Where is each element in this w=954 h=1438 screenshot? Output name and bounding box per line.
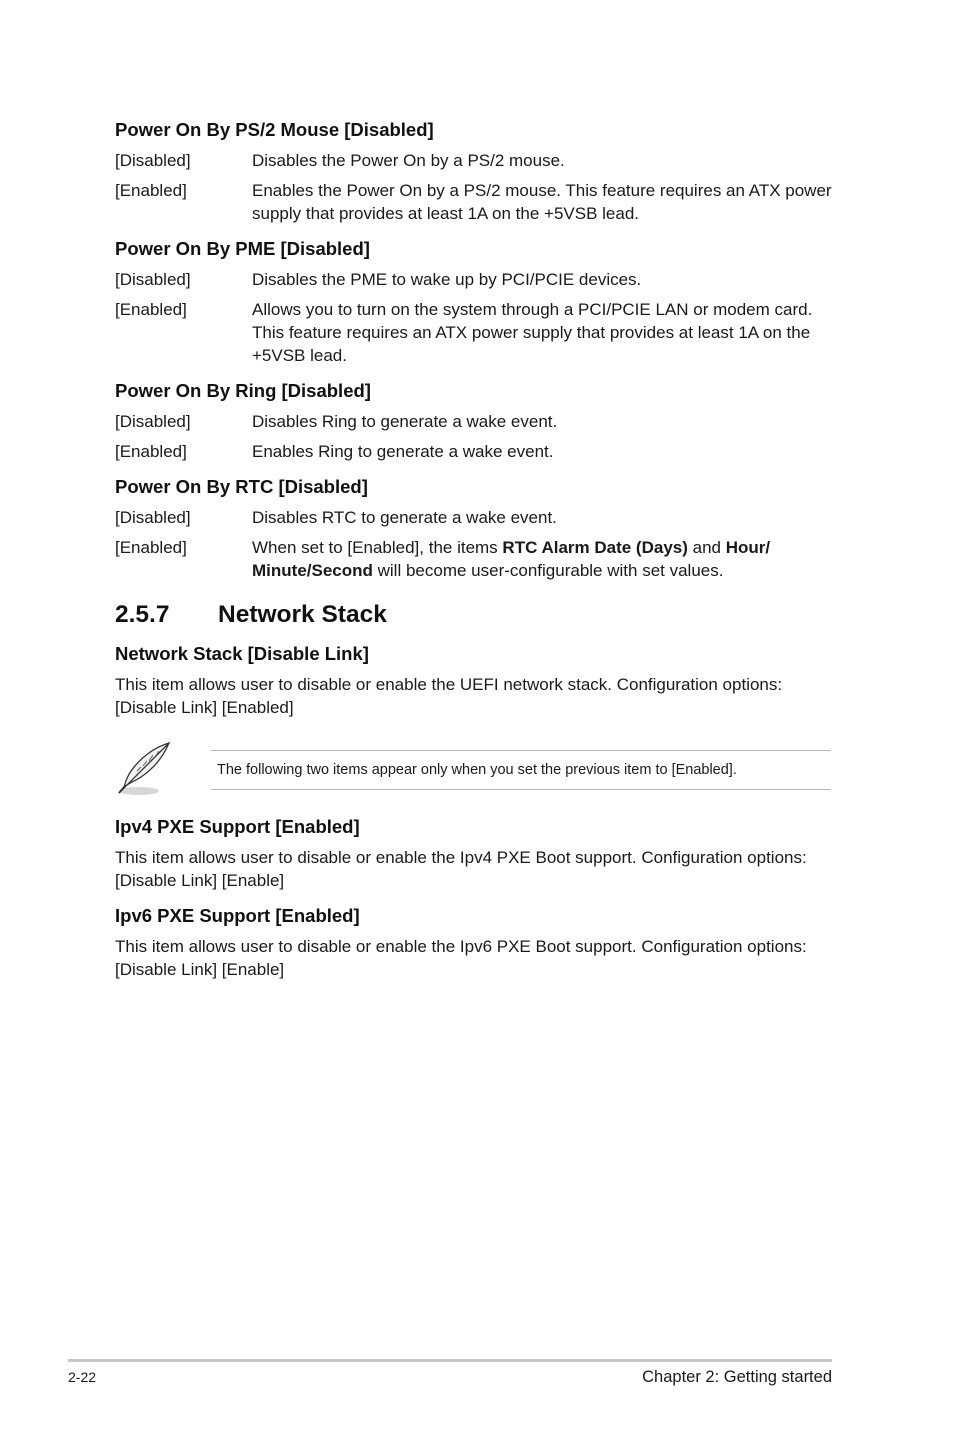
desc-bold-term: RTC Alarm Date (Days) bbox=[502, 538, 688, 557]
section-heading: Network Stack [Disable Link] bbox=[115, 643, 369, 664]
option-term: [Disabled] bbox=[115, 270, 191, 289]
section-number: 2.5.7 bbox=[115, 601, 170, 628]
option-term: [Enabled] bbox=[115, 181, 187, 200]
option-desc bbox=[252, 536, 833, 582]
section-heading: Ipv4 PXE Support [Enabled] bbox=[115, 816, 360, 837]
note-callout bbox=[115, 741, 833, 797]
section-pme bbox=[115, 237, 833, 367]
section-ipv6 bbox=[115, 904, 833, 981]
chapter-label: Chapter 2: Getting started bbox=[642, 1368, 832, 1386]
section-title: Network Stack bbox=[218, 601, 387, 628]
note-text: The following two items appear only when you set the previous item to [Enabled]. bbox=[211, 750, 831, 790]
option-row bbox=[115, 298, 833, 367]
section-heading: Power On By Ring [Disabled] bbox=[115, 380, 371, 401]
section-heading: Power On By PME [Disabled] bbox=[115, 238, 370, 259]
option-desc: Disables the PME to wake up by PCI/PCIE devices. bbox=[252, 270, 642, 289]
section-heading: Power On By PS/2 Mouse [Disabled] bbox=[115, 119, 434, 140]
option-desc: Enables the Power On by a PS/2 mouse. This feature requires an ATX power supply that provides at least 1A on the +5VSB lead. bbox=[252, 181, 832, 223]
desc-bold-term: Hour/ Minute/Second bbox=[252, 538, 771, 580]
option-term: [Enabled] bbox=[115, 300, 187, 319]
feather-note-icon bbox=[115, 741, 173, 797]
desc-text: and bbox=[687, 538, 726, 557]
section-text: This item allows user to disable or enable the Ipv6 PXE Boot support. Configuration options: [Disable Link] [Enable] bbox=[115, 937, 807, 979]
option-term: [Disabled] bbox=[115, 412, 191, 431]
desc-text: When set to [Enabled], the items bbox=[252, 538, 503, 557]
option-row bbox=[115, 179, 833, 225]
section-ring bbox=[115, 379, 833, 463]
page-content bbox=[115, 118, 833, 981]
option-term: [Disabled] bbox=[115, 151, 191, 170]
option-desc: Disables RTC to generate a wake event. bbox=[252, 508, 557, 527]
section-ps2-mouse bbox=[115, 118, 833, 225]
option-term: [Enabled] bbox=[115, 538, 187, 557]
option-row bbox=[115, 536, 833, 582]
option-row bbox=[115, 440, 833, 463]
option-desc: Disables Ring to generate a wake event. bbox=[252, 412, 558, 431]
section-heading: Ipv6 PXE Support [Enabled] bbox=[115, 905, 360, 926]
option-desc: Disables the Power On by a PS/2 mouse. bbox=[252, 151, 565, 170]
section-heading: Power On By RTC [Disabled] bbox=[115, 476, 368, 497]
section-ipv4 bbox=[115, 815, 833, 892]
section-network-stack bbox=[115, 642, 833, 719]
option-desc: Allows you to turn on the system through a PCI/PCIE LAN or modem card. This feature requires an ATX power supply that provides at least 1A on the +5VSB lead. bbox=[252, 300, 813, 365]
option-term: [Enabled] bbox=[115, 442, 187, 461]
section-rtc bbox=[115, 475, 833, 582]
option-term: [Disabled] bbox=[115, 508, 191, 527]
option-desc: Enables Ring to generate a wake event. bbox=[252, 442, 554, 461]
section-text: This item allows user to disable or enable the UEFI network stack. Configuration options: [Disable Link] [Enabled] bbox=[115, 675, 783, 717]
option-row bbox=[115, 268, 833, 291]
option-row bbox=[115, 410, 833, 433]
section-title-network-stack bbox=[115, 600, 833, 630]
section-text: This item allows user to disable or enable the Ipv4 PXE Boot support. Configuration options: [Disable Link] [Enable] bbox=[115, 848, 807, 890]
option-row bbox=[115, 149, 833, 172]
desc-text: will become user-configurable with set values. bbox=[372, 561, 724, 580]
footer-divider bbox=[68, 1359, 832, 1362]
option-row bbox=[115, 506, 833, 529]
page-number: 2-22 bbox=[68, 1369, 97, 1385]
